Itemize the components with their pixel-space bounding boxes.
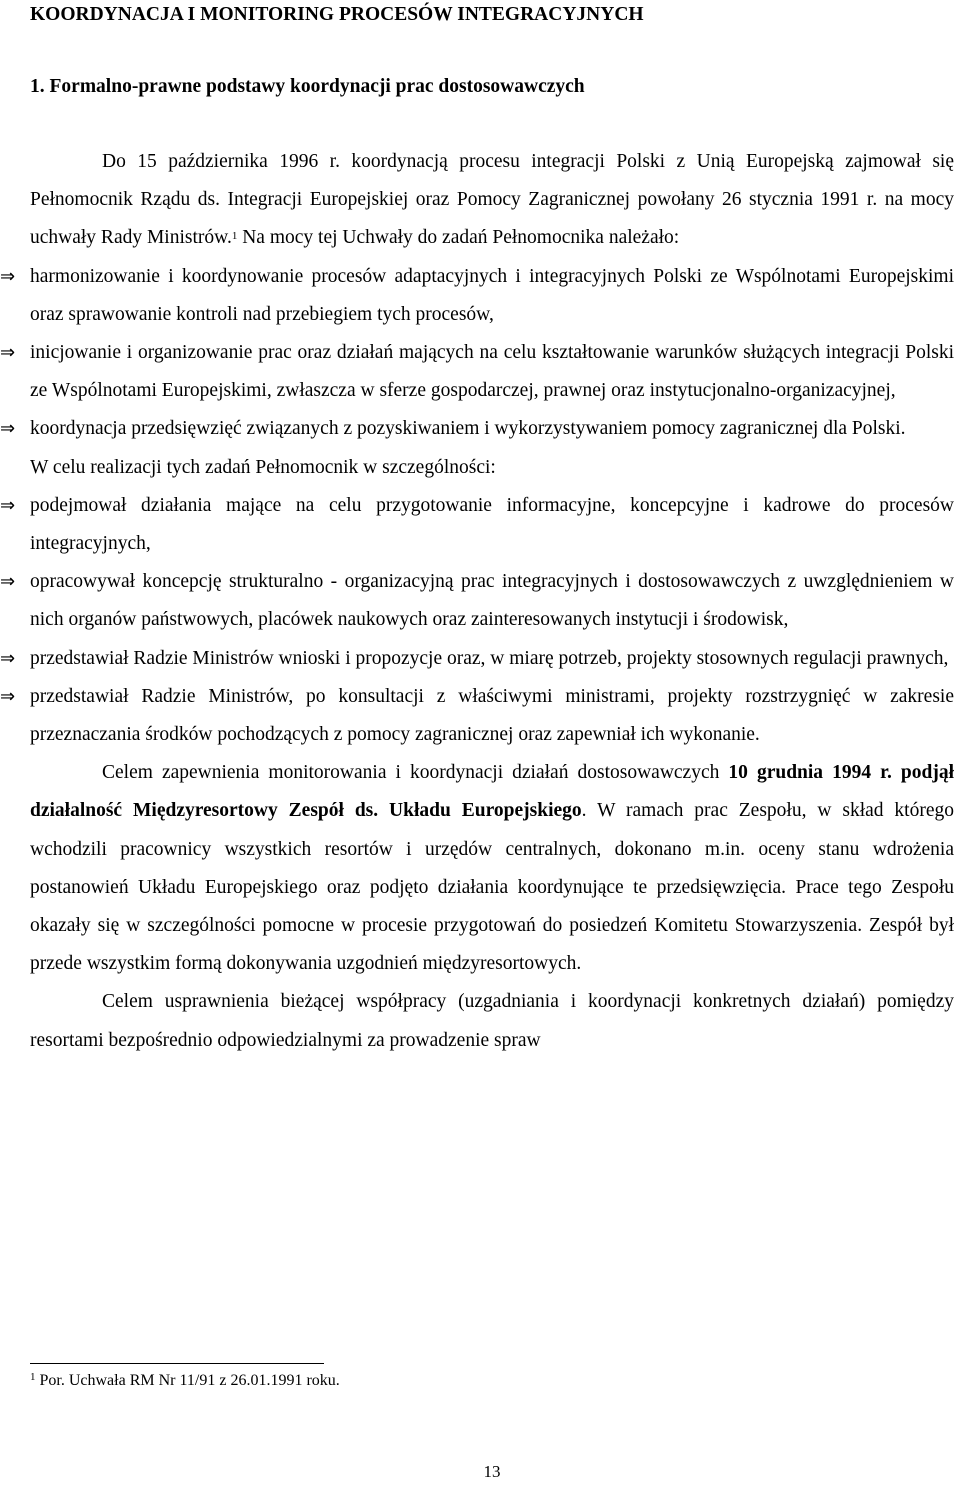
list-item: [0, 487, 954, 563]
paragraph-3: [30, 754, 954, 983]
list-item: [0, 410, 954, 448]
list-item: [0, 678, 954, 754]
footnote-text: Por. Uchwała RM Nr 11/91 z 26.01.1991 roku.: [35, 1372, 340, 1389]
section-heading: 1. Formalno-prawne podstawy koordynacji prac dostosowawczych: [30, 76, 585, 97]
paragraph-1: [30, 143, 954, 258]
double-arrow-icon: ⇒: [0, 647, 16, 669]
list-item-text: przedstawiał Radzie Ministrów wnioski i propozycje oraz, w miarę potrzeb, projekty stosownych regulacji prawnych,: [30, 647, 949, 669]
double-arrow-icon: ⇒: [0, 418, 16, 440]
paragraph-3-tail: . W ramach prac Zespołu, w skład którego wchodzili pracownicy wszystkich resortów i urzędów centralnych, dokonano m.in. oceny stanu wdrożenia postanowień Układu Europejskiego oraz podjęto działania koordynujące te przedsięwzięcia. Prace tego Zespołu okazały się w szczególności pomocne w procesie przygotowań do posiedzeń Komitetu Stowarzyszenia. Zespół był przede wszystkim formą dokonywania uzgodnień międzyresortowych.: [30, 800, 954, 975]
double-arrow-icon: ⇒: [0, 342, 16, 364]
list-item-text: podejmował działania mające na celu przygotowanie informacyjne, koncepcyjne i kadrowe do procesów integracyjnych,: [30, 494, 954, 555]
double-arrow-icon: ⇒: [0, 571, 16, 593]
task-list: [0, 258, 954, 449]
list-item: [0, 258, 954, 334]
paragraph-3-text: Celem zapewnienia monitorowania i koordynacji działań dostosowawczych: [102, 762, 729, 784]
footnote: [30, 1372, 340, 1390]
paragraph-1-text: Do 15 października 1996 r. koordynacją procesu integracji Polski z Unią Europejską zajmował się Pełnomocnik Rządu ds. Integracji Europejskiej oraz Pomocy Zagranicznej powołany 26 stycznia 1991 r. na mocy uchwały Rady Ministrów.: [30, 151, 954, 249]
paragraph-2: W celu realizacji tych zadań Pełnomocnik w szczególności:: [30, 456, 496, 478]
list-item: [0, 640, 954, 678]
list-item-text: przedstawiał Radzie Ministrów, po konsultacji z właściwymi ministrami, projekty rozstrzygnięć w zakresie przeznaczania środków pochodzących z pomocy zagranicznej oraz zapewniał ich wykonanie.: [30, 685, 954, 746]
paragraph-1-tail: Na mocy tej Uchwały do zadań Pełnomocnika należało:: [237, 227, 680, 249]
list-item-text: opracowywał koncepcję strukturalno - organizacyjną prac integracyjnych i dostosowawczych z uwzględnieniem w nich organów państwowych, placówek naukowych oraz zainteresowanych instytucji i środowisk,: [30, 571, 954, 631]
double-arrow-icon: ⇒: [0, 265, 16, 287]
document-body: [0, 143, 955, 1060]
double-arrow-icon: ⇒: [0, 685, 16, 707]
footnote-reference: 1: [231, 230, 238, 243]
list-item: [0, 563, 954, 639]
double-arrow-icon: ⇒: [0, 494, 16, 516]
footnote-divider: [30, 1363, 324, 1364]
list-item-text: koordynacja przedsięwzięć związanych z pozyskiwaniem i wykorzystywaniem pomocy zagranicznej dla Polski.: [30, 418, 906, 440]
list-item: [0, 334, 954, 410]
paragraph-4: Celem usprawnienia bieżącej współpracy (uzgadniania i koordynacji konkretnych działań) pomiędzy resortami bezpośrednio odpowiedzialnymi za prowadzenie spraw: [30, 991, 954, 1051]
footnote-mark: 1: [30, 1371, 36, 1383]
list-item-text: harmonizowanie i koordynowanie procesów adaptacyjnych i integracyjnych Polski ze Wspólnotami Europejskimi oraz sprawowanie kontroli nad przebiegiem tych procesów,: [30, 265, 954, 325]
list-item-text: inicjowanie i organizowanie prac oraz działań mających na celu kształtowanie warunków służących integracji Polski ze Wspólnotami Europejskimi, zwłaszcza w sferze gospodarczej, prawnej oraz instytucjonalno-organizacyjnej,: [30, 342, 954, 402]
activity-list: [0, 487, 954, 754]
page-number: 13: [483, 1462, 501, 1481]
document-title: KOORDYNACJA I MONITORING PROCESÓW INTEGRACYJNYCH: [30, 4, 644, 25]
paragraph-3-bold: 10 grudnia 1994 r. podjął działalność Międzyresortowy Zespół ds. Układu Europejskiego: [30, 762, 955, 822]
